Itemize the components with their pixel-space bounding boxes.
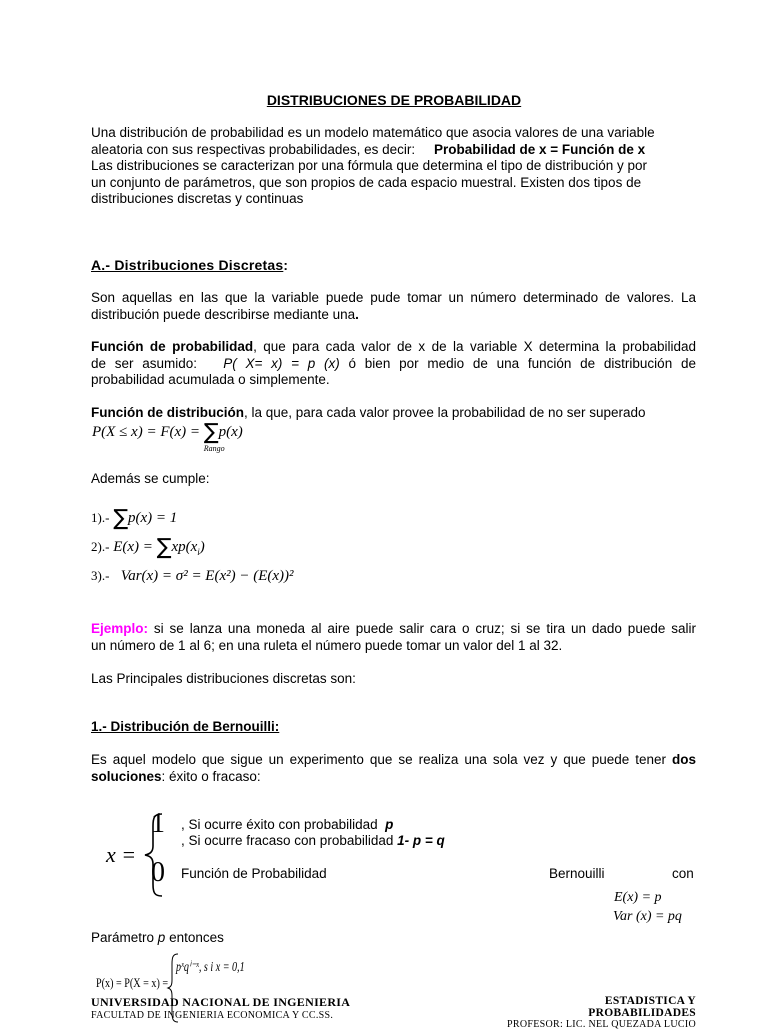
ademas-text: Además se cumple: xyxy=(91,471,210,486)
example-label: Ejemplo: xyxy=(91,621,149,636)
discrete-definition-paragraph: Son aquellas en las que la variable puede pude tomar un número determinado de valores. La distribución puede describirse mediante una. xyxy=(91,290,696,322)
value-zero: 0 xyxy=(151,857,165,888)
variance-formula: Var(x) = σ² = E(x²) − (E(x))² xyxy=(120,568,294,584)
con-word: con xyxy=(672,866,694,881)
distribution-function-formula: P(X ≤ x) = F(x) = ∑ Rango p(x) xyxy=(92,420,243,453)
probability-function-formula: P( X= x) = p (x) xyxy=(223,355,340,371)
bernoulli-heading: 1.- Distribución de Bernouilli: xyxy=(91,719,280,734)
footer-right xyxy=(496,995,696,1030)
intro-line-5: distribuciones discretas y continuas xyxy=(91,191,304,206)
page-title: DISTRIBUCIONES DE PROBABILIDAD xyxy=(266,92,522,108)
property-3: 3).- Var(x) = σ² = E(x²) − (E(x))² xyxy=(91,568,294,584)
footer-left xyxy=(91,995,350,1021)
bernoulli-probability-function-text: Función de Probabilidad xyxy=(181,866,327,881)
parameter-text: Parámetro p entonces xyxy=(91,930,224,945)
probability-function-paragraph: Función de probabilidad, que para cada valor de x de la variable X determina la probabilidad de ser asumido: P( X= x) = p (x) ó bien por medio de una función de distribución de probabilidad acumulada o simplemente. xyxy=(91,339,696,387)
summation-symbol: ∑ xyxy=(203,420,219,445)
section-a-heading: A.- Distribuciones Discretas: xyxy=(91,257,288,273)
intro-line-4: un conjunto de parámetros, que son propios de cada espacio muestral. Existen dos tipos de xyxy=(91,174,642,190)
property-1: 1).- ∑p(x) = 1 xyxy=(91,506,178,531)
property-2: 2).- $E(x) = \sum xp(x_i)$ xyxy=(91,535,205,560)
bernoulli-paragraph: Es aquel modelo que sigue un experimento que se realiza una sola vez y que puede tener dos soluciones: éxito o fracaso: xyxy=(91,752,696,784)
case-failure: , Si ocurre fracaso con probabilidad 1- p = q xyxy=(181,833,445,848)
intro-paragraph xyxy=(91,125,696,208)
bernoulli-pmf-piece: pˣqⁱ⁻ˣ, s i x = 0,1 xyxy=(176,960,245,975)
footer-professor: PROFESOR: LIC. NEL QUEZADA LUCIO xyxy=(507,1019,696,1030)
bernoulli-expectation: E(x) = p xyxy=(614,890,662,905)
principal-distributions-text: Las Principales distribuciones discretas son: xyxy=(91,671,356,686)
distribution-function-paragraph: Función de distribución, la que, para cada valor provee la probabilidad de no ser superado xyxy=(91,405,646,420)
intro-line-2: aleatoria con sus respectivas probabilidades, es decir: Probabilidad de x = Función de x xyxy=(91,141,646,157)
case-success: , Si ocurre éxito con probabilidad p xyxy=(181,817,394,832)
footer-university: UNIVERSIDAD NACIONAL DE INGENIERIA xyxy=(91,995,351,1009)
intro-definition: Probabilidad de x = Función de x xyxy=(433,141,646,157)
intro-line-3: Las distribuciones se caracterizan por una fórmula que determina el tipo de distribución y por xyxy=(91,158,648,173)
bernoulli-variance: Var (x) = pq xyxy=(613,909,682,924)
x-equals: x = xyxy=(106,842,137,867)
footer-faculty: FACULTAD DE INGENIERIA ECONOMICA Y CC.SS. xyxy=(91,1010,334,1021)
bernoulli-word: Bernouilli xyxy=(549,866,605,881)
footer-course: ESTADISTICA Y PROBABILIDADES xyxy=(588,995,696,1019)
probability-function-label: Función de probabilidad xyxy=(91,339,254,354)
intro-line-1: Una distribución de probabilidad es un modelo matemático que asocia valores de una variable xyxy=(91,125,655,140)
distribution-function-label: Función de distribución xyxy=(91,405,244,420)
value-one: 1 xyxy=(151,808,165,839)
example-paragraph: Ejemplo: si se lanza una moneda al aire puede salir cara o cruz; si se tira un dado puede salir un número de 1 al 6; en una ruleta el número puede tomar un valor del 1 al 32. xyxy=(91,621,696,653)
bernoulli-pmf-left: P(x) = P(X = x) = xyxy=(96,975,169,990)
